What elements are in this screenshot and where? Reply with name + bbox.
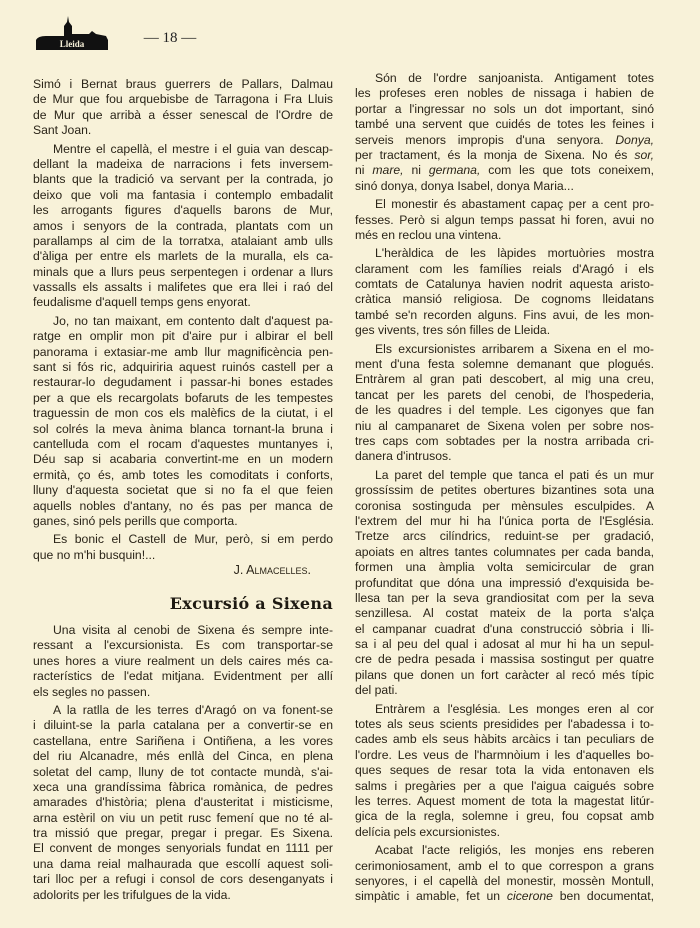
text-line: senzillesa. Al costat mateix de la porta s'alça bbox=[355, 606, 654, 621]
article-title: Excursió a Sixena bbox=[169, 594, 333, 613]
text-line: cre de pedra pesada i massisa sostingut per quatre bbox=[355, 652, 654, 667]
text-line: tari lloc per a refugi i consol de cors desenganyats i bbox=[33, 872, 333, 887]
text-line: amarades d'història; plena d'austeritat i misticisme, bbox=[33, 795, 333, 810]
italic-term: germana, bbox=[428, 163, 481, 178]
text-line: traguessin de mon cos els malèfics de la ciutat, i el bbox=[33, 406, 333, 421]
text-line: blants que la tradició va servant per la contrada, jo bbox=[33, 172, 333, 187]
paragraph bbox=[355, 71, 654, 194]
text-line: Entràrem a l'església. Les monges eren al cor bbox=[375, 701, 654, 716]
paragraph bbox=[33, 142, 333, 311]
text-line: els segles no passen. bbox=[33, 684, 151, 699]
text-line: amos i senyors de la contrada, plantats com un bbox=[33, 218, 333, 233]
text-line: panorama i extasiar-me amb llur magnificència pen- bbox=[33, 344, 333, 359]
text-line: danera d'intrusos. bbox=[355, 449, 452, 464]
text-line: Déu sap si acabaria convertint-me en un modern bbox=[33, 452, 333, 467]
text-line: L'heràldica de les làpides mortuòries mostra bbox=[375, 246, 654, 261]
text-line: A la ratlla de les terres d'Aragó on va fonent-se bbox=[53, 702, 333, 717]
text-line: tancat per les parets del cenobi, de l'hospederia, bbox=[355, 387, 654, 402]
text-line: portar a l'ingressar no sols un dot important, sinó bbox=[355, 101, 654, 116]
text-line: deixo que voli ma fantasia i contemplo embadalit bbox=[33, 187, 333, 202]
text-line: serveis menors impropis d'una senyora. Donya, bbox=[355, 132, 654, 147]
text-line: lluny d'aquesta societat que si no fa el que feien bbox=[33, 483, 333, 498]
text-line: restaurar-lo degudament i passar-hi bones estades bbox=[33, 375, 333, 390]
text-line: sol colrés la meva ànima blanca tornant-la bruna i bbox=[33, 421, 333, 436]
text-line: ques seques de resar tota la vida entonaven els bbox=[355, 763, 654, 778]
text-line: simpàtic i amable, fet un cicerone ben documentat, bbox=[355, 889, 654, 904]
text-line: Sant Joan. bbox=[33, 123, 92, 138]
page-number: — 18 — bbox=[143, 30, 197, 46]
text-line: també una servent que cuidés de totes les feines i bbox=[355, 117, 654, 132]
text-line: més en reclou una vintena. bbox=[355, 227, 502, 242]
text-line: sinó donya, donya Isabel, donya Maria... bbox=[355, 178, 574, 193]
text-line: El convent de monges senyorials fundat en 1111 per bbox=[33, 841, 333, 856]
text-line: Jo, no tan maixant, em contento dalt d'aquest pa- bbox=[53, 313, 333, 328]
text-line: totes als seus scients presidides per l'abadessa i to- bbox=[355, 717, 654, 732]
text-line: apoiats en altres tantes columnates per cada banda, bbox=[355, 544, 654, 559]
text-line: formen una àmplia volta semicircular de gran bbox=[355, 560, 654, 575]
text-line: La paret del temple que tanca el pati és un mur bbox=[375, 467, 654, 482]
right-column-article bbox=[355, 71, 654, 908]
text-line: també se'n recorden alguns. Fins avui, de les mon- bbox=[355, 307, 654, 322]
text-line: pilans que donen un fort caràcter al recó més típic bbox=[355, 667, 654, 682]
paragraph bbox=[33, 314, 333, 529]
author-signature: J. Almacelles. bbox=[233, 563, 311, 577]
text-line: l'extrem del mur hi ha l'única porta de l'Església. bbox=[355, 513, 654, 528]
paragraph bbox=[33, 77, 333, 139]
paragraph bbox=[355, 342, 654, 465]
text-line: dellant la madeixa de narracions i fets inversem- bbox=[33, 156, 333, 171]
text-line: Simó i Bernat braus guerrers de Pallars, Dalmau bbox=[33, 77, 333, 91]
text-line: ment d'una festa solemne demanant que plogués. bbox=[355, 357, 654, 372]
lleida-logo bbox=[34, 14, 110, 52]
text-line: Són de l'ordre sanjoanista. Antigament totes bbox=[375, 71, 654, 85]
paragraph bbox=[355, 843, 654, 905]
text-line: gica de la regla, solemne i greu, fou copsat amb bbox=[355, 809, 654, 824]
text-line: ganes, sinó pels perills que comporta. bbox=[33, 513, 238, 528]
text-line: d'àliga per entre els marlets de la muralla, els ca- bbox=[33, 249, 333, 264]
text-line: el campanar cuadrat d'una construcció sòbria i lli- bbox=[355, 621, 654, 636]
text-line: senyores, i el capellà del monestir, mossèn Montull, bbox=[355, 873, 654, 888]
text-line: tres caps com sobtades per la nostra arribada cri- bbox=[355, 433, 654, 448]
text-line: feudalisme d'aquell temps gens enyorat. bbox=[33, 295, 251, 310]
text-line: Els excursionistes arribarem a Sixena en el mo- bbox=[375, 341, 654, 356]
text-line: sa i al peu del qual i adosat al mur hi ha un sepul- bbox=[355, 637, 654, 652]
text-line: Es bonic el Castell de Mur, però, si em perdo bbox=[53, 532, 333, 547]
text-line: grossíssim de petites obertures bizantines sota una bbox=[355, 483, 654, 498]
text-line: Acabat l'acte religiós, les monjes ens reberen bbox=[375, 843, 654, 858]
text-line: Mentre el capellà, el mestre i el guia van descap- bbox=[53, 141, 333, 156]
text-line: El monestir és abastament capaç per a cent pro- bbox=[375, 197, 654, 212]
text-line: les terres. Aquest moment de tota la magestat litúr- bbox=[355, 793, 654, 808]
text-line: fesses. Però si algun temps passat hi foren, avui no bbox=[355, 212, 654, 227]
text-line: clarament com les famílies reials d'Aragó i els bbox=[355, 261, 654, 276]
text-line: parallamps al cim de la torratxa, atalaiant amb ulls bbox=[33, 233, 333, 248]
paragraph bbox=[355, 702, 654, 841]
italic-term: mare, bbox=[372, 163, 404, 178]
text-line: coronisa sostinguda per mènsules esculpides. A bbox=[355, 498, 654, 513]
text-line: ges vivents, tres són filles de Lleida. bbox=[355, 323, 551, 338]
left-column-top bbox=[33, 77, 333, 566]
signature-block bbox=[33, 559, 333, 578]
text-line: aquells nobles d'antany, no és pas per manca de bbox=[33, 498, 333, 513]
text-line: Tretze arcs cilíndrics, reduint-se per gradació, bbox=[355, 529, 654, 544]
italic-term: Donya, bbox=[615, 132, 654, 147]
text-line: cràtica mansió religiosa. De cognoms lleidatans bbox=[355, 292, 654, 307]
paragraph bbox=[355, 468, 654, 699]
text-line: arna estèril on viu un petit rusc femení que no té al- bbox=[33, 810, 333, 825]
text-line: comtats de Catalunya havien nodrit aquesta aristo- bbox=[355, 277, 654, 292]
text-line: minals que a llurs peus serpentegen i ordenar a llurs bbox=[33, 264, 333, 279]
text-line: delícia pels excursionistes. bbox=[355, 824, 500, 839]
text-line: del pati. bbox=[355, 683, 398, 698]
text-line: cades amb els seus hàbits arcàics i tan peculiars de bbox=[355, 732, 654, 747]
text-line: tra missió que pregar, pregar i pregar. Es Sixena. bbox=[33, 826, 333, 841]
text-line: ressant a l'excursionista. Es com transportar-se bbox=[33, 638, 333, 653]
text-line: que no m'hi busquin!... bbox=[33, 547, 156, 562]
italic-term: sor, bbox=[634, 147, 654, 162]
text-line: vassalls els assalts i malifetes que era llei i raó del bbox=[33, 280, 333, 295]
text-line: ermità, ço és, amb totes les comoditats i conforts, bbox=[33, 467, 333, 482]
text-line: unes hores a viure realment un dels caires més ca- bbox=[33, 653, 333, 668]
text-line: cantelluda com el rocam d'aquestes muntanyes i, bbox=[33, 436, 333, 451]
text-line: niu al campanaret de Sixena volen per sobre nos- bbox=[355, 418, 654, 433]
svg-text:Lleida: Lleida bbox=[59, 39, 85, 49]
text-line: llesa tan per la seva grandiositat com per la seva bbox=[355, 590, 654, 605]
italic-term: cicerone bbox=[506, 889, 553, 904]
text-line: cerimoniosament, amb el to que correspon a grans bbox=[355, 858, 654, 873]
text-line: Una visita al cenobi de Sixena és sempre inte- bbox=[53, 623, 333, 637]
left-column-article bbox=[33, 623, 333, 906]
text-line: profunditat que dóna una impressió d'exquisida be- bbox=[355, 575, 654, 590]
text-line: salms i pregàries per a que l'aigua caigués sobre bbox=[355, 778, 654, 793]
text-line: per tractament, és la monja de Sixena. No és sor, bbox=[355, 147, 654, 162]
text-line: soletat del camp, lluny de tot contacte mundà, s'ai- bbox=[33, 764, 333, 779]
paragraph bbox=[33, 703, 333, 903]
text-line: de les quadres i del temple. Les cigonyes que fan bbox=[355, 403, 654, 418]
text-line: les profeses eren nobles de nissaga i habien de bbox=[355, 86, 654, 101]
paragraph bbox=[355, 197, 654, 243]
text-line: racterístics de l'edat mitjana. Evidentment per allí bbox=[33, 669, 333, 684]
text-line: del riu Alcanadre, més enllà del Cinca, en plena bbox=[33, 749, 333, 764]
text-line: ni mare, ni germana, com les que tots coneixem, bbox=[355, 163, 654, 178]
text-line: de Mur que fou arquebisbe de Tarragona i Fra Lluis bbox=[33, 92, 333, 107]
text-line: Entràrem al gran pati descobert, al mig una creu, bbox=[355, 372, 654, 387]
text-line: xeca una grandíssima fàbrica romànica, de pedres bbox=[33, 779, 333, 794]
text-line: l'ordre. Les veus de l'harmnòium i les d'aquelles bo- bbox=[355, 747, 654, 762]
text-line: ratge en omplir mon pit d'aire pur i albirar el bell bbox=[33, 329, 333, 344]
text-line: les arrogants figures d'aquells barons de Mur, bbox=[33, 203, 333, 218]
text-line: castellana, entre Sariñena i Ontiñena, a les vores bbox=[33, 733, 333, 748]
text-line: una dama reial malhaurada que escollí aquest soli- bbox=[33, 856, 333, 871]
paragraph bbox=[33, 623, 333, 700]
text-line: de Mur que arribà a ésser senescal de l'Ordre de bbox=[33, 107, 333, 122]
text-line: adolorits per les trifulgues de la vida. bbox=[33, 887, 231, 902]
paragraph bbox=[355, 246, 654, 338]
text-line: sant si fós ric, adquiriria aquest ruinós castell per a bbox=[33, 360, 333, 375]
text-line: per a que els recargolats bofaruts de les tempestes bbox=[33, 390, 333, 405]
text-line: i diluint-se la parla catalana per a convertir-se en bbox=[33, 718, 333, 733]
